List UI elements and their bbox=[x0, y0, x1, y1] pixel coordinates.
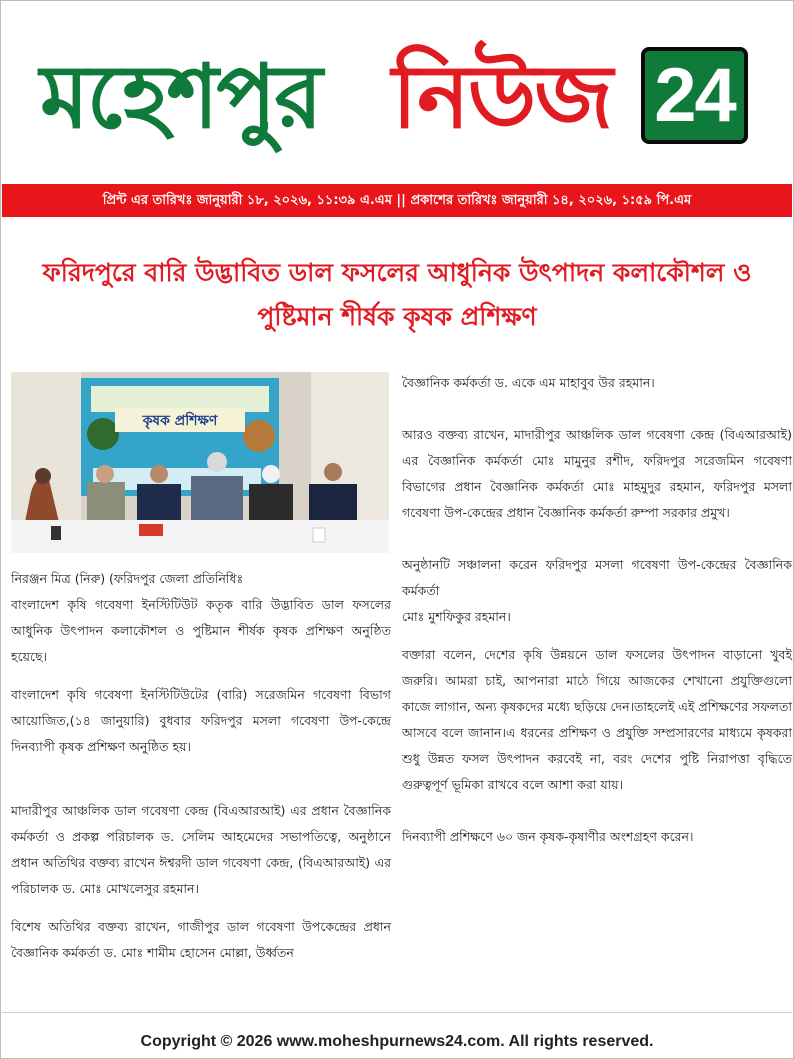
masthead-logo[interactable] bbox=[0, 0, 794, 183]
article-paragraph: দিনব্যাপী প্রশিক্ষণে ৬০ জন কৃষক-কৃষাণীর অংশগ্রহণ করেন। bbox=[402, 829, 694, 844]
article-photo bbox=[11, 372, 389, 553]
footer-divider bbox=[2, 1012, 792, 1013]
article-paragraph: অনুষ্ঠানটি সঞ্চালনা করেন ফরিদপুর মসলা গবেষণা উপ-কেন্দ্রের বৈজ্ঞানিক কর্মকর্তা bbox=[402, 557, 792, 598]
article-right-column bbox=[402, 370, 792, 850]
copyright-footer: Copyright © 2026 www.moheshpurnews24.com. All rights reserved. bbox=[140, 1033, 654, 1050]
article-paragraph: বাংলাদেশ কৃষি গবেষণা ইনস্টিটিউটের (বারি) সরেজমিন গবেষণা বিভাগ আয়োজিত,(১৪ জানুয়ারি) বুধবার ফরিদপুর মসলা গবেষণা উপ-কেন্দ্রে দিনব্যাপী কৃষক প্রশিক্ষণ অনুষ্ঠিত হয়। bbox=[11, 687, 391, 754]
article-paragraph: বাংলাদেশ কৃষি গবেষণা ইনস্টিটিউট কতৃক বারি উদ্ভাবিত ডাল ফসলের আধুনিক উৎপাদন কলাকৌশল ও পুষ্টিমান শীর্ষক কৃষক প্রশিক্ষণ অনুষ্ঠিত হয়েছে। bbox=[11, 597, 391, 664]
article-paragraph: বিশেষ অতিথির বক্তব্য রাখেন, গাজীপুর ডাল গবেষণা উপকেন্দ্রের প্রধান বৈজ্ঞানিক কর্মকর্তা ড. মোঃ শামীম হোসেন মোল্লা, উর্ধ্বতন bbox=[11, 919, 391, 960]
logo-text-green: মহেশপুর bbox=[40, 45, 321, 148]
article-headline: ফরিদপুরে বারি উদ্ভাবিত ডাল ফসলের আধুনিক উৎপাদন কলাকৌশল ও পুষ্টিমান শীর্ষক কৃষক প্রশিক্ষণ bbox=[42, 258, 752, 331]
banner-text: কৃষক প্রশিক্ষণ bbox=[142, 413, 218, 429]
article-paragraph: বৈজ্ঞানিক কর্মকর্তা ড. একে এম মাহাবুব উর রহমান। bbox=[402, 375, 655, 390]
article-byline: নিরঞ্জন মিত্র (নিরু) (ফরিদপুর জেলা প্রতিনিধিঃ bbox=[11, 571, 244, 586]
article-left-column bbox=[11, 566, 391, 966]
article-paragraph: মোঃ মুশফিকুর রহমান। bbox=[402, 609, 511, 624]
article-paragraph: মাদারীপুর আঞ্চলিক ডাল গবেষণা কেন্দ্র (বিএআরআই) এর প্রধান বৈজ্ঞানিক কর্মকর্তা ও প্রকল্প পরিচালক ড. সেলিম আহমেদের সভাপতিত্বে, অনুষ্ঠানে প্রধান অতিথির বক্তব্য রাখেন ঈশ্বরদী ডাল গবেষণা কেন্দ্র, (বিএআরআই) এর পরিচালক ড. মোঃ মোখলেসুর রহমান। bbox=[11, 803, 391, 896]
article-paragraph: বক্তারা বলেন, দেশের কৃষি উন্নয়নে ডাল ফসলের উৎপাদন বাড়ানো খুবই জরুরি। আমরা চাই, আপনারা মাঠে গিয়ে আজকের শেখানো প্রযুক্তিগুলো কাজে লাগান, অন্য কৃষকদের মধ্যে ছড়িয়ে দেন।তাহলেই এই প্রশিক্ষণের সফলতা আসবে বলে জানান।এ ধরনের প্রশিক্ষণ ও প্রযুক্তি সম্প্রসারণের মাধ্যমে কৃষকরা শুধু উন্নত ফসল উৎপাদন করবেই না, বরং দেশের পুষ্টি নিরাপত্তা বৃদ্ধিতে গুরুত্বপূর্ণ ভূমিকা রাখবে বলে আশা করা যায়। bbox=[402, 647, 792, 792]
date-bar: প্রিন্ট এর তারিখঃ জানুয়ারী ১৮, ২০২৬, ১১:৩৯ এ.এম || প্রকাশের তারিখঃ জানুয়ারী ১৪, ২০২৬, ১:৫৯ পি.এম bbox=[2, 184, 792, 217]
logo-text-red: নিউজ bbox=[392, 45, 611, 148]
logo-number-badge: 24 bbox=[641, 47, 748, 144]
article-paragraph: আরও বক্তব্য রাখেন, মাদারীপুর আঞ্চলিক ডাল গবেষণা কেন্দ্র (বিএআরআই) এর বৈজ্ঞানিক কর্মকর্তা মোঃ মামুনুর রশীদ, ফরিদপুর সরেজমিন গবেষণা বিভাগের প্রধান বৈজ্ঞানিক কর্মকর্তা মোঃ মাহমুদুর রহমান, ফরিদপুর মসলা গবেষণা উপ-কেন্দ্রের প্রধান বৈজ্ঞানিক কর্মকর্তা রুম্পা সরকার প্রমুখ। bbox=[402, 427, 792, 520]
